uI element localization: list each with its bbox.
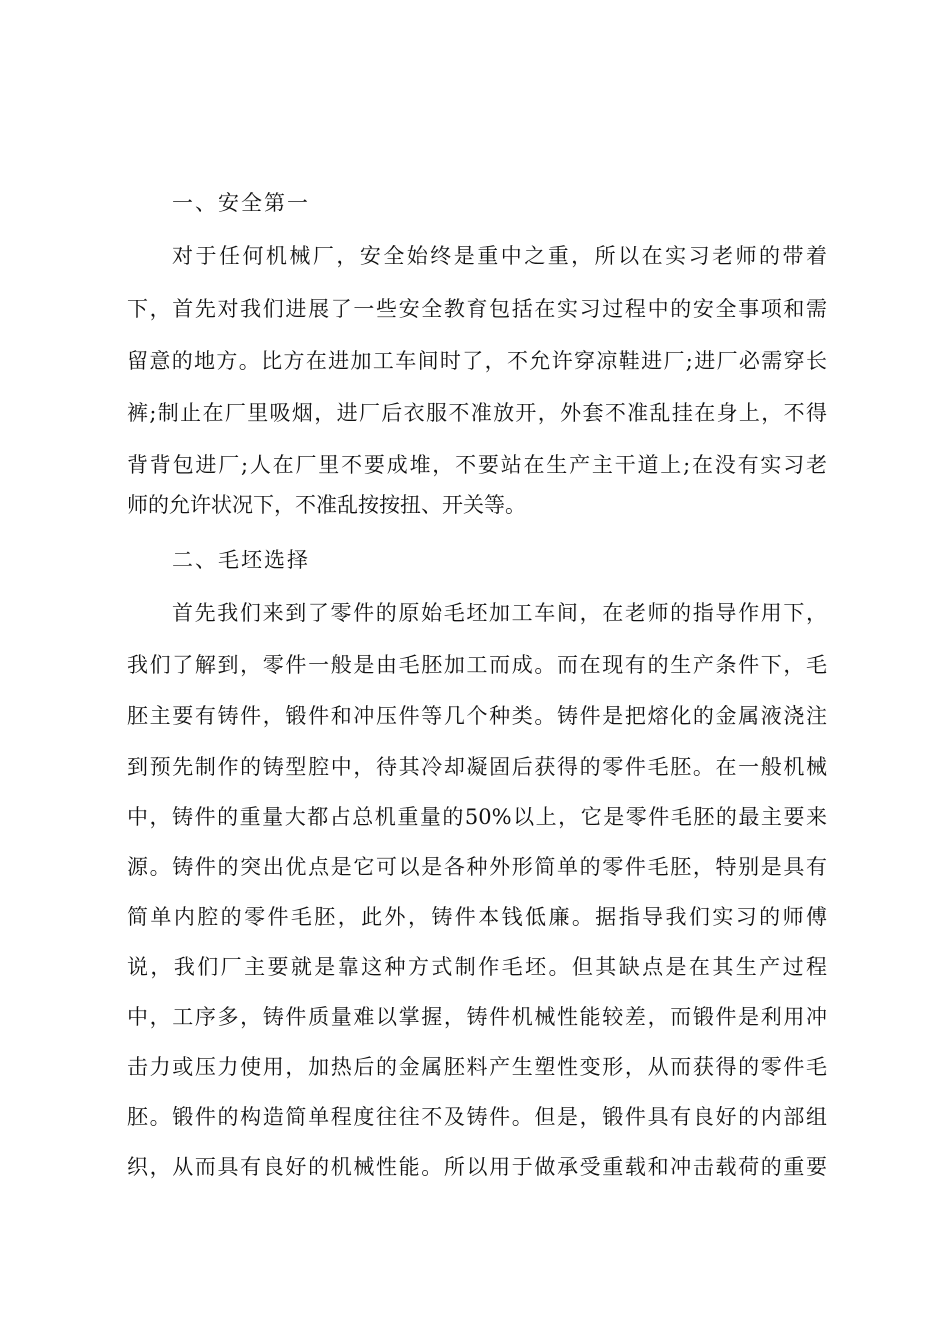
paragraph-line: 裤;制止在厂里吸烟，进厂后衣服不准放开，外套不准乱挂在身上，不得 (127, 401, 827, 425)
paragraph-line: 中，铸件的重量大都占总机重量的50%以上，它是零件毛胚的最主要来 (127, 805, 827, 829)
paragraph-line: 背背包进厂;人在厂里不要成堆，不要站在生产主干道上;在没有实习老 (127, 453, 827, 477)
paragraph-line: 到预先制作的铸型腔中，待其冷却凝固后获得的零件毛胚。在一般机械 (127, 755, 827, 779)
section-heading-safety: 一、安全第一 (172, 191, 310, 215)
paragraph-line: 我们了解到，零件一般是由毛胚加工而成。而在现有的生产条件下，毛 (127, 653, 827, 677)
paragraph-line: 留意的地方。比方在进加工车间时了，不允许穿凉鞋进厂;进厂必需穿长 (127, 349, 827, 373)
paragraph-line: 源。铸件的突出优点是它可以是各种外形简单的零件毛胚，特别是具有 (127, 855, 827, 879)
paragraph-line: 说，我们厂主要就是靠这种方式制作毛坯。但其缺点是在其生产过程 (127, 955, 827, 979)
paragraph-line: 简单内腔的零件毛胚，此外，铸件本钱低廉。据指导我们实习的师傅 (127, 905, 827, 929)
paragraph-line: 胚。锻件的构造简单程度往往不及铸件。但是，锻件具有良好的内部组 (127, 1105, 827, 1129)
paragraph-line: 师的允许状况下，不准乱按按扭、开关等。 (127, 493, 526, 517)
paragraph-line: 首先我们来到了零件的原始毛坯加工车间，在老师的指导作用下， (172, 601, 827, 625)
paragraph-line: 对于任何机械厂，安全始终是重中之重，所以在实习老师的带着 (172, 244, 827, 268)
paragraph-line: 下，首先对我们进展了一些安全教育包括在实习过程中的安全事项和需 (127, 297, 827, 321)
paragraph-line: 织，从而具有良好的机械性能。所以用于做承受重载和冲击载荷的重要 (127, 1155, 827, 1179)
section-heading-blank-selection: 二、毛坯选择 (172, 548, 310, 572)
paragraph-line: 击力或压力使用，加热后的金属胚料产生塑性变形，从而获得的零件毛 (127, 1055, 827, 1079)
paragraph-line: 胚主要有铸件，锻件和冲压件等几个种类。铸件是把熔化的金属液浇注 (127, 704, 827, 728)
paragraph-line: 中，工序多，铸件质量难以掌握，铸件机械性能较差，而锻件是利用冲 (127, 1005, 827, 1029)
